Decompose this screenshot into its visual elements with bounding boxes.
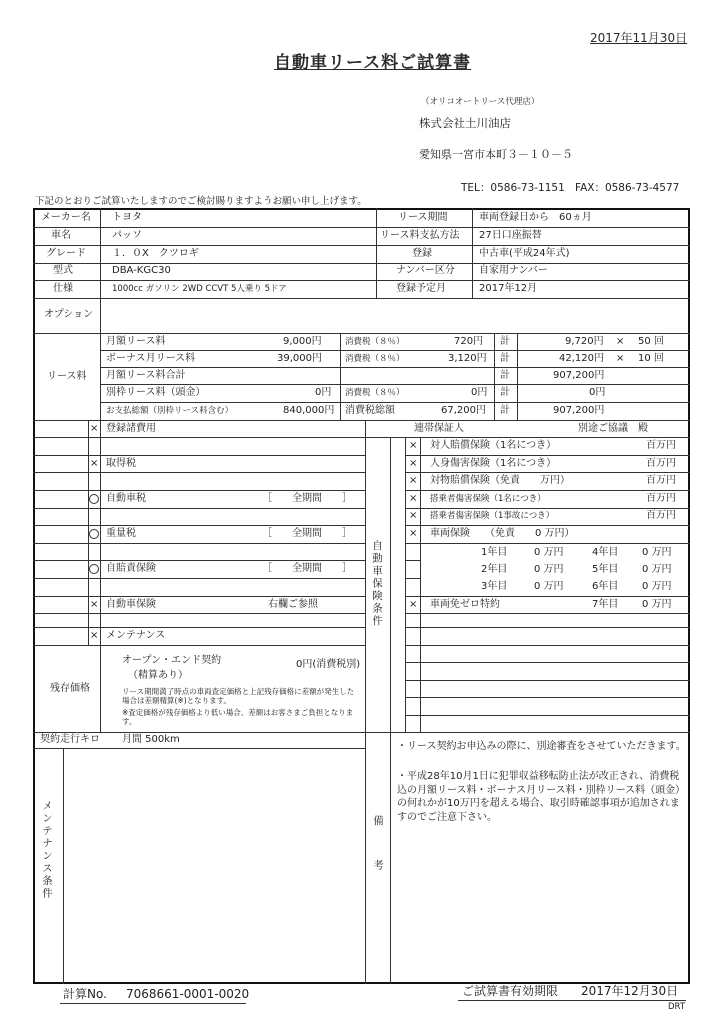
- year6-value: 0 万円: [642, 581, 672, 592]
- maker-value: トヨタ: [112, 212, 142, 223]
- bonus-total-label: 計: [500, 353, 510, 364]
- monthly-tax-label: 消費税（８％）: [345, 337, 405, 347]
- auto-ins-label: 自動車保険: [106, 599, 156, 610]
- model-value: パッソ: [112, 230, 142, 241]
- option-label: オプション: [44, 309, 94, 320]
- residual-value: 0円(消費税別): [296, 659, 361, 670]
- auto-tax-label: 自動車税: [106, 493, 146, 504]
- spec-label: 仕様: [53, 283, 73, 294]
- maker-label: メーカー名: [41, 212, 91, 223]
- vehicle-ins-label: 車両保険 （免責 0 万円）: [430, 528, 575, 539]
- residual-note2: ※査定価格が残存価格より低い場合、差額はお客さまご負担となります。: [122, 708, 354, 726]
- bonus-total-value: 42,120円: [559, 353, 604, 364]
- property-x: ×: [409, 475, 418, 486]
- monthly-sum-label: 月額リース料合計: [106, 370, 186, 381]
- compulsory-ins-label: 自賠責保険: [106, 563, 156, 574]
- grand-total-label: 計: [500, 405, 510, 416]
- grand-tax-label: 消費税総額: [345, 405, 395, 416]
- plate-value: 自家用ナンバー: [479, 265, 548, 276]
- property-unit: 百万円: [646, 475, 676, 486]
- person-liab-x: ×: [409, 440, 418, 451]
- period-label: リース期間: [398, 212, 448, 223]
- guarantor-value: 別途ご協議 殿: [578, 423, 648, 434]
- passenger2-label: 搭乗者傷害保険（1事故につき）: [430, 511, 555, 521]
- residual-settle: （精算あり）: [128, 670, 188, 681]
- injury-x: ×: [409, 458, 418, 469]
- passenger1-x: ×: [409, 493, 418, 504]
- residual-contract: オープン・エンド契約: [122, 655, 222, 666]
- auto-ins-x: ×: [90, 599, 99, 610]
- type-label: 型式: [53, 265, 73, 276]
- monthly-value: 9,000円: [283, 336, 322, 347]
- year7-value: 0 万円: [642, 599, 672, 610]
- form-code: DRT: [668, 1002, 686, 1012]
- valid-value: 2017年12月30日: [581, 984, 679, 998]
- compulsory-ins-period: ［ 全期間 ］: [262, 563, 352, 574]
- registration-label: 登録: [412, 248, 432, 259]
- registration-fee-x: ×: [90, 423, 99, 434]
- passenger1-unit: 百万円: [646, 493, 676, 504]
- residual-note1: リース期間満了時点の車両査定価格と上記残存価格に差額が発生した場合は差額精算(※)となります。: [122, 687, 355, 705]
- calc-no-label: 計算No.: [63, 987, 107, 1001]
- bonus-value: 39,000円: [277, 353, 322, 364]
- monthly-times: ×: [616, 336, 625, 347]
- grand-tax-value: 67,200円: [441, 405, 486, 416]
- insurance-section-label: 自動車保険条件: [371, 540, 383, 628]
- mileage-label: 契約走行キロ: [40, 734, 100, 745]
- payment-label: リース料支払方法: [380, 230, 460, 241]
- calc-no-value: 7068661-0001-0020: [126, 987, 250, 1001]
- fees-section-label: リース料: [47, 371, 87, 382]
- passenger1-label: 搭乗者傷害保険（1名につき）: [430, 494, 546, 504]
- monthly-label: 月額リース料: [106, 336, 166, 347]
- monthly-total-value: 9,720円: [565, 336, 604, 347]
- dealer-name: 株式会社土川油店: [419, 116, 511, 130]
- person-liab-label: 対人賠償保険（1名につき）: [430, 440, 557, 451]
- monthly-total-label: 計: [500, 336, 510, 347]
- valid-label: ご試算書有効期限: [462, 984, 559, 998]
- weight-tax-period: ［ 全期間 ］: [262, 528, 352, 539]
- mileage-value: 月間 500km: [122, 734, 180, 745]
- year3-label: 3年目: [481, 581, 508, 592]
- passenger2-unit: 百万円: [646, 510, 676, 521]
- bonus-tax-label: 消費税（８％）: [345, 354, 405, 364]
- period-value: 車両登録日から 60ヵ月: [479, 212, 592, 223]
- extra-label: 別枠リース料（頭金）: [106, 387, 206, 398]
- year5-label: 5年目: [592, 564, 619, 575]
- grade-value: １．０X クツロギ: [112, 248, 199, 259]
- bonus-tax-value: 3,120円: [448, 353, 487, 364]
- intro-text: 下記のとおりご試算いたしますのでご検討賜りますようお願い申し上げます。: [35, 196, 367, 207]
- weight-tax-label: 重量税: [106, 528, 136, 539]
- maintenance-conditions-label: メンテナンス条件: [41, 800, 53, 900]
- bonus-count: 10 回: [638, 353, 664, 364]
- bonus-label: ボーナス月リース料: [106, 353, 196, 364]
- grand-total-value: 907,200円: [553, 405, 605, 416]
- auto-tax-circle-icon: [89, 494, 99, 507]
- extra-total-label: 計: [500, 387, 510, 398]
- reg-date-label: 登録予定月: [396, 283, 446, 294]
- year4-label: 4年目: [592, 547, 619, 558]
- grade-label: グレード: [46, 248, 86, 259]
- compulsory-ins-circle-icon: [89, 564, 99, 577]
- acquisition-tax-label: 取得税: [106, 458, 136, 469]
- extra-value: 0円: [315, 387, 332, 398]
- year1-value: 0 万円: [534, 547, 564, 558]
- year5-value: 0 万円: [642, 564, 672, 575]
- year7-label: 7年目: [592, 599, 619, 610]
- extra-tax-value: 0円: [471, 387, 488, 398]
- plate-label: ナンバー区分: [396, 265, 455, 276]
- acquisition-tax-x: ×: [90, 458, 99, 469]
- weight-tax-circle-icon: [89, 529, 99, 542]
- grand-value: 840,000円: [283, 405, 335, 416]
- maintenance-label: メンテナンス: [106, 630, 166, 641]
- document-title: 自動車リース料ご試算書: [274, 53, 472, 73]
- vehicle-ins-x: ×: [409, 528, 418, 539]
- payment-value: 27日口座振替: [479, 230, 542, 241]
- maintenance-x: ×: [90, 630, 99, 641]
- spec-value: 1000cc ガソリン 2WD CCVT 5人乗り 5ドア: [112, 284, 287, 294]
- guarantor-label: 連帯保証人: [414, 423, 464, 434]
- zero-deduct-label: 車両免ゼロ特約: [430, 599, 500, 610]
- year2-label: 2年目: [481, 564, 508, 575]
- dealer-note: （オリコオートリース代理店）: [421, 97, 540, 107]
- monthly-sum-value: 907,200円: [553, 370, 605, 381]
- person-liab-unit: 百万円: [646, 440, 676, 451]
- remarks-note1: ・リース契約お申込みの際に、別途審査をさせていただきます。: [397, 741, 686, 752]
- year6-label: 6年目: [592, 581, 619, 592]
- remarks-label: 備考: [372, 815, 384, 904]
- injury-unit: 百万円: [646, 458, 676, 469]
- passenger2-x: ×: [409, 510, 418, 521]
- type-value: DBA-KGC30: [112, 265, 171, 276]
- year2-value: 0 万円: [534, 564, 564, 575]
- monthly-sum-total-label: 計: [500, 370, 510, 381]
- dealer-tel: TEL：0586-73-1151: [461, 182, 565, 194]
- grand-label: お支払総額（別枠リース料含む）: [106, 406, 234, 416]
- registration-value: 中古車(平成24年式): [479, 248, 570, 259]
- auto-tax-period: ［ 全期間 ］: [262, 493, 352, 504]
- monthly-tax-value: 720円: [454, 336, 484, 347]
- model-label: 車名: [51, 230, 71, 241]
- year3-value: 0 万円: [534, 581, 564, 592]
- monthly-count: 50 回: [638, 336, 664, 347]
- year1-label: 1年目: [481, 547, 508, 558]
- injury-label: 人身傷害保険（1名につき）: [430, 458, 557, 469]
- registration-fee-label: 登録諸費用: [106, 423, 156, 434]
- year4-value: 0 万円: [642, 547, 672, 558]
- reg-date-value: 2017年12月: [479, 283, 538, 294]
- dealer-fax: FAX：0586-73-4577: [575, 182, 680, 194]
- dealer-address: 愛知県一宮市本町３－１０－５: [419, 148, 573, 161]
- property-label: 対物賠償保険（免責 万円）: [430, 475, 570, 486]
- auto-ins-note: 右欄ご参照: [268, 599, 318, 610]
- issue-date: 2017年11月30日: [590, 31, 688, 45]
- extra-total-value: 0円: [589, 387, 606, 398]
- zero-deduct-x: ×: [409, 599, 418, 610]
- extra-tax-label: 消費税（８％）: [345, 388, 405, 398]
- remarks-note2: ・平成28年10月1日に犯罪収益移転防止法が改正され、消費税込の月額リース料・ボーナス月リース料・別枠リース料（頭金）の何れかが10万円を超える場合、取引時確認事項が追加されますのでご注意下さい。: [397, 771, 681, 823]
- residual-label: 残存価格: [50, 683, 90, 694]
- bonus-times: ×: [616, 353, 625, 364]
